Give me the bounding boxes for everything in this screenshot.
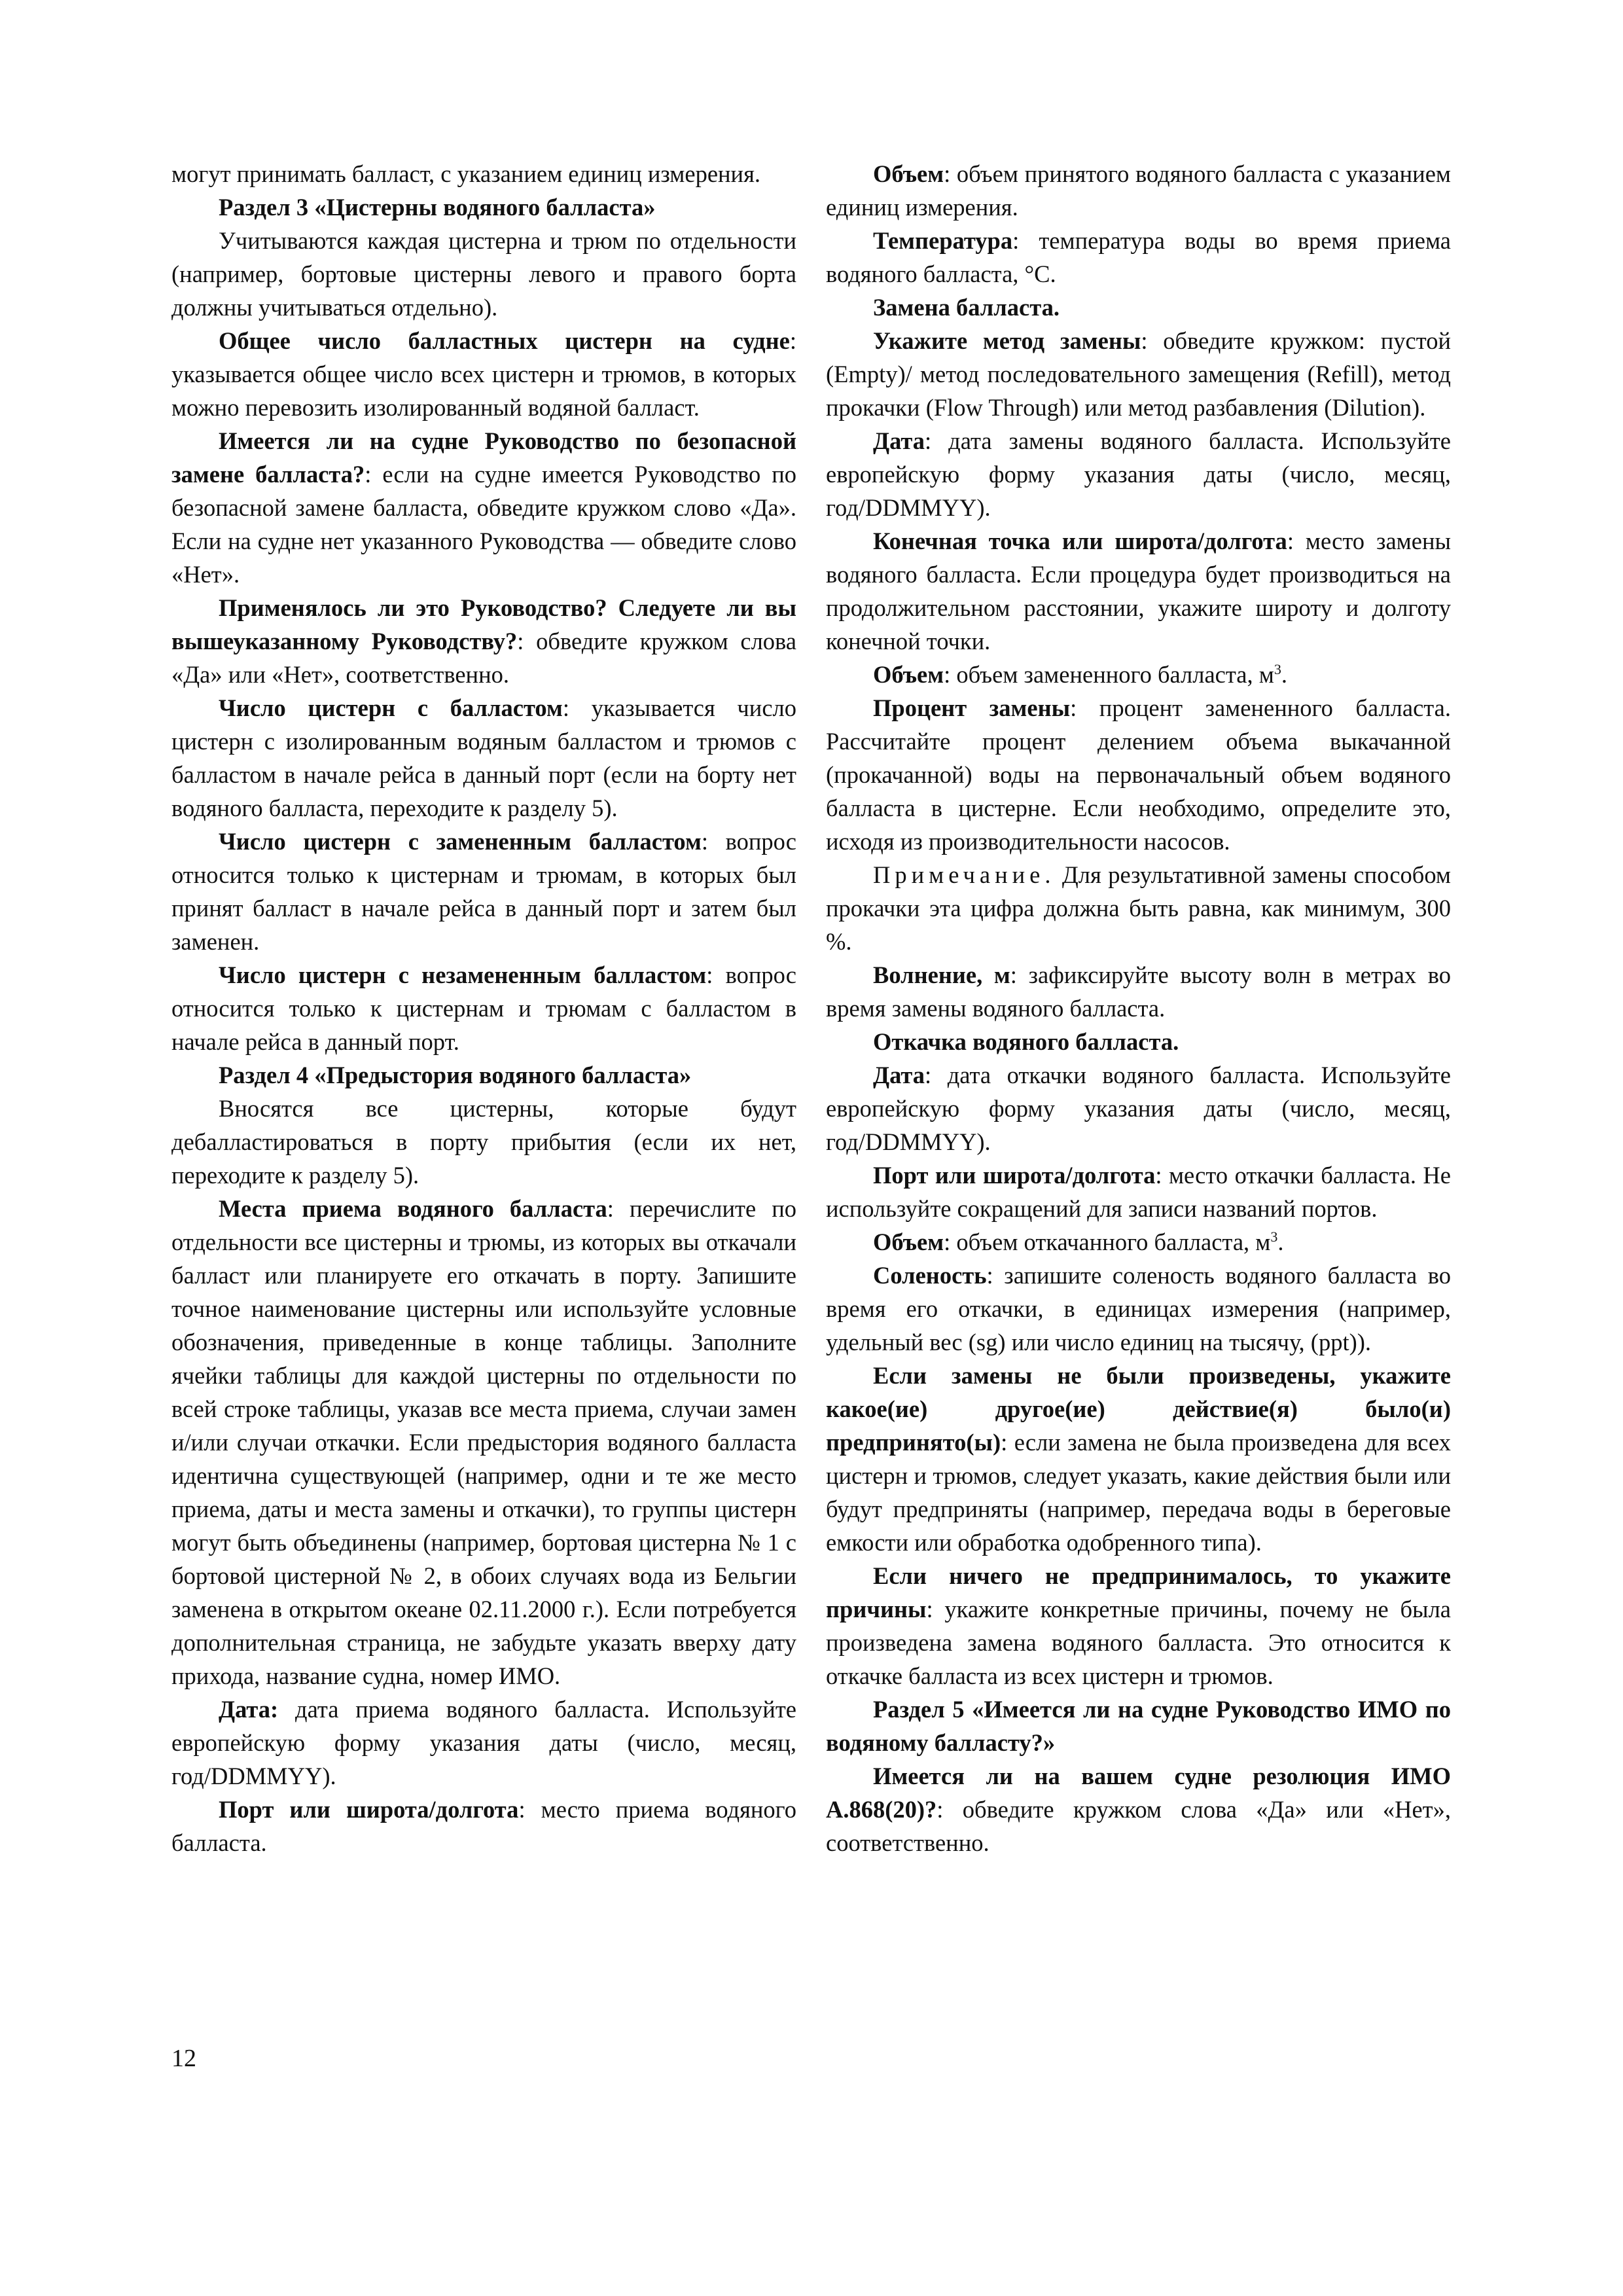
term-label: Места приема водяного балласта: [219, 1195, 607, 1222]
term-label: Раздел 3 «Цистерны водяного балласта»: [219, 194, 656, 221]
term-label: Имеется ли на судне Руководство по безопасной замене балласта?: [171, 427, 796, 488]
paragraph: [171, 324, 796, 424]
paragraph-text: : место откачки балласта. Не используйте сокращений для записи названий портов.: [826, 1162, 1451, 1222]
paragraph-text: : объем откачанного балласта, м: [944, 1229, 1271, 1255]
paragraph: [171, 1192, 796, 1693]
paragraph: [171, 1058, 796, 1092]
paragraph: [826, 858, 1451, 958]
paragraph: [826, 324, 1451, 424]
paragraph: [826, 958, 1451, 1025]
paragraph: [171, 825, 796, 958]
paragraph: [826, 424, 1451, 524]
paragraph-text: : место приема водяного балласта.: [171, 1796, 796, 1856]
term-label: Число цистерн с незамененным балластом: [219, 961, 707, 988]
right-column: [826, 157, 1451, 1859]
paragraph-text: могут принимать балласт, с указанием единиц измерения.: [171, 160, 761, 187]
superscript: 3: [1270, 1228, 1278, 1245]
paragraph-text: : укажите конкретные причины, почему не была произведена замена водяного балласта. Это относится к откачке балласта из всех цистерн и трюмов.: [826, 1596, 1451, 1689]
paragraph: [171, 190, 796, 224]
paragraph: [171, 1092, 796, 1192]
term-label: Раздел 5 «Имеется ли на судне Руководство ИМО по водяному балласту?»: [826, 1696, 1451, 1756]
paragraph: [171, 691, 796, 825]
term-label: Применялось ли это Руководство? Следуете ли вы вышеуказанному Руководству?: [171, 594, 796, 655]
paragraph-text: : перечислите по отдельности все цистерны и трюмы, из которых вы откачали балласт или планируете его откачать в порту. Запишите точное наименование цистерны или используйте условные обозначения, приведенные в конце таблицы. Заполните ячейки таблицы для каждой цистерны по отдельности по всей строке таблицы, указав все места приема, случаи замен и/или случаи откачки. Если предыстория водяного балласта идентична существующей (например, одни и те же место приема, даты и места замены и откачки), то группы цистерн могут быть объединены (например, бортовая цистерна № 1 с бортовой цистерной № 2, в обоих случаях вода из Бельгии заменена в открытом океане 02.11.2000 г.). Если потребуется дополнительная страница, не забудьте указать вверху дату прихода, название судна, номер ИМО.: [171, 1195, 796, 1689]
term-label: Общее число балластных цистерн на судне: [219, 327, 790, 354]
paragraph: [171, 157, 796, 190]
term-label: Процент замены: [873, 694, 1071, 721]
term-label: Объем: [873, 160, 944, 187]
paragraph-text: : если на судне имеется Руководство по безопасной замене балласта, обведите кружком слово «Да». Если на судне нет указанного Руководства — обведите слово «Нет».: [171, 461, 796, 588]
term-label: Если замены не были произведены, укажите какое(ие) другое(ие) действие(я) было(и) предпринято(ы): [826, 1362, 1451, 1456]
paragraph: [826, 1359, 1451, 1559]
paragraph-text: : место замены водяного балласта. Если процедура будет производиться на продолжительном расстоянии, укажите широту и долготу конечной точки.: [826, 528, 1451, 655]
paragraph-text: Учитываются каждая цистерна и трюм по отдельности (например, бортовые цистерны левого и правого борта должны учитываться отдельно).: [171, 227, 796, 321]
paragraph-tail: .: [1277, 1229, 1284, 1255]
paragraph: [171, 591, 796, 691]
paragraph-text: Для результативной замены способом прокачки эта цифра должна быть равна, как минимум, 300 %.: [826, 861, 1451, 955]
paragraph: [826, 1158, 1451, 1225]
paragraph-text: : обведите кружком слова «Да» или «Нет», соответственно.: [826, 1796, 1451, 1856]
term-label: Дата: [873, 1062, 925, 1088]
term-label: Волнение, м: [873, 961, 1010, 988]
paragraph-text: : температура воды во время приема водяного балласта, °С.: [826, 227, 1451, 287]
paragraph-text: : процент замененного балласта. Рассчитайте процент делением объема выкачанной (прокачанной) воды на первоначальный объем водяного балласта в цистерне. Если необходимо, определите это, исходя из производительности насосов.: [826, 694, 1451, 855]
paragraph-text: : объем замененного балласта, м: [944, 661, 1274, 688]
paragraph: [826, 658, 1451, 691]
term-label: Дата: [873, 427, 925, 454]
term-label: Порт или широта/долгота: [219, 1796, 519, 1823]
paragraph-text: : если замена не была произведена для всех цистерн и трюмов, следует указать, какие действия были или будут предприняты (например, передача воды в береговые емкости или обработка одобренного типа).: [826, 1429, 1451, 1556]
paragraph-text: : дата откачки водяного балласта. Используйте европейскую форму указания даты (число, месяц, год/DDMMYY).: [826, 1062, 1451, 1155]
paragraph-text: : зафиксируйте высоту волн в метрах во время замены водяного балласта.: [826, 961, 1452, 1022]
term-label: Температура: [873, 227, 1013, 254]
paragraph-tail: .: [1281, 661, 1287, 688]
term-label: Число цистерн с балластом: [219, 694, 563, 721]
term-label: Порт или широта/долгота: [873, 1162, 1156, 1189]
paragraph: [171, 1793, 796, 1859]
paragraph-text: : запишите соленость водяного балласта во время его откачки, в единицах измерения (например, удельный вес (sg) или число единиц на тысячу, (ppt)).: [826, 1262, 1451, 1355]
term-label: Конечная точка или широта/долгота: [873, 528, 1287, 554]
paragraph-text: : обведите кружком: пустой (Empty)/ метод последовательного замещения (Refill), метод прокачки (Flow Through) или метод разбавления (Dilution).: [826, 327, 1452, 421]
term-label: Раздел 4 «Предыстория водяного балласта»: [219, 1062, 692, 1088]
paragraph: [826, 1693, 1451, 1759]
term-label: Объем: [873, 661, 944, 688]
paragraph: [826, 1058, 1451, 1158]
term-label: Укажите метод замены: [873, 327, 1141, 354]
paragraph: [826, 691, 1451, 858]
term-label: Объем: [873, 1229, 944, 1255]
paragraph: [826, 157, 1451, 224]
paragraph-text: дата приема водяного балласта. Используйте европейскую форму указания даты (число, месяц, год/DDMMYY).: [171, 1696, 796, 1789]
paragraph: [826, 224, 1451, 291]
paragraph: [826, 1559, 1451, 1693]
paragraph-text: : указывается число цистерн с изолированным водяным балластом и трюмов с балластом в начале рейса в данный порт (если на борту нет водяного балласта, переходите к разделу 5).: [171, 694, 796, 821]
term-label: Дата:: [219, 1696, 279, 1723]
page-number: 12: [171, 2045, 196, 2072]
paragraph-text: Вносятся все цистерны, которые будут дебалластироваться в порту прибытия (если их нет, переходите к разделу 5).: [171, 1095, 796, 1189]
term-label: Число цистерн с замененным балластом: [219, 828, 702, 855]
paragraph-text: : вопрос относится только к цистернам и трюмам с балластом в начале рейса в данный порт.: [171, 961, 796, 1055]
superscript: 3: [1274, 660, 1281, 677]
paragraph-text: : дата замены водяного балласта. Используйте европейскую форму указания даты (число, месяц, год/DDMMYY).: [826, 427, 1451, 521]
paragraph: [171, 424, 796, 591]
term-label: Если ничего не предпринималось, то укажите причины: [826, 1562, 1451, 1623]
paragraph: [826, 524, 1451, 658]
term-label: Имеется ли на вашем судне резолюция ИМО А.868(20)?: [826, 1763, 1451, 1823]
note-label: Примечание.: [873, 861, 1056, 888]
paragraph: [826, 291, 1451, 324]
term-label: Откачка водяного балласта.: [873, 1028, 1179, 1055]
paragraph: [171, 958, 796, 1058]
paragraph-text: : обведите кружком слова «Да» или «Нет», соответственно.: [171, 628, 796, 688]
paragraph-text: : указывается общее число всех цистерн и трюмов, в которых можно перевозить изолированный водяной балласт.: [171, 327, 796, 421]
paragraph-text: : объем принятого водяного балласта с указанием единиц измерения.: [826, 160, 1451, 221]
paragraph: [826, 1025, 1451, 1058]
paragraph: [826, 1759, 1451, 1859]
term-label: Замена балласта.: [873, 294, 1060, 321]
paragraph: [171, 224, 796, 324]
paragraph: [826, 1225, 1451, 1259]
paragraph-text: : вопрос относится только к цистернам и трюмам, в которых был принят балласт в начале рейса в данный порт и затем был заменен.: [171, 828, 796, 955]
paragraph: [826, 1259, 1451, 1359]
paragraph: [171, 1693, 796, 1793]
term-label: Соленость: [873, 1262, 987, 1289]
left-column: [171, 157, 796, 1859]
